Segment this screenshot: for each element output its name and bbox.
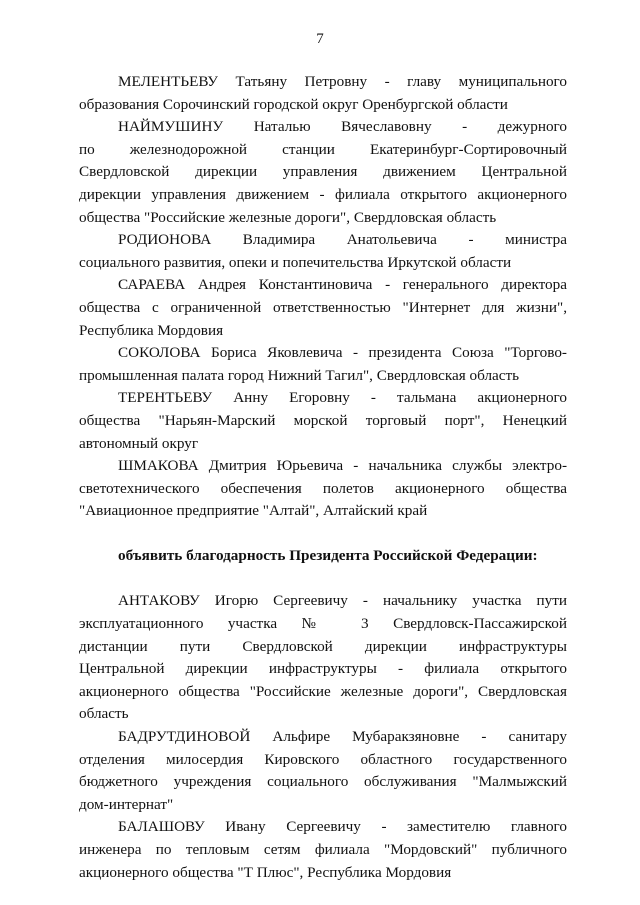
entry-line: МЕЛЕНТЬЕВУ Татьяну Петровну - главу муниципального [118,73,567,90]
document-body [79,71,567,884]
entry-line: отделения милосердия Кировского областного государственного [79,750,567,768]
entry-line: БАЛАШОВУ Ивану Сергеевичу - заместителю главного [118,818,567,836]
entry-line: АНТАКОВУ Игорю Сергеевичу - начальнику участка пути [118,592,567,610]
entry-line: Республика Мордовия [79,321,224,339]
entry-paragraph [79,726,567,816]
entry-line: эксплуатационного участка № 3 Свердловск-Пассажирской [79,615,567,633]
entry-line: общества с ограниченной ответственностью "Интернет для жизни", [79,298,567,316]
entry-line: промышленная палата город Нижний Тагил", Свердловская область [79,366,520,384]
entry-paragraph [79,274,567,342]
entry-line: НАЙМУШИНУ Наталью Вячеславовну - дежурного [118,118,567,136]
entry-line: ТЕРЕНТЬЕВУ Анну Егоровну - тальмана акционерного [118,389,567,407]
entry-line: дом-интернат" [79,795,174,813]
entry-line: инженера по тепловым сетям филиала "Мордовский" публичного [79,841,567,858]
award-list-section [79,71,567,523]
entry-line: СОКОЛОВА Бориса Яковлевича - президента Союза "Торгово- [118,344,567,362]
entry-line: САРАЕВА Андрея Константиновича - генерального директора [118,276,567,294]
entry-paragraph [79,590,567,726]
entry-line: дирекции управления движением - филиала открытого акционерного [79,185,567,203]
entry-line: социального развития, опеки и попечительства Иркутской области [79,253,512,271]
entry-line: акционерного общества "Российские железные дороги", Свердловская [79,682,567,700]
entry-paragraph [79,455,567,523]
entry-line: Свердловской дирекции управления движением Центральной [79,163,567,181]
page-number: 7 [316,31,324,47]
entry-line: общества "Нарьян-Марский морской торговый порт", Ненецкий [79,411,567,429]
entry-line: образования Сорочинский городской округ Оренбургской области [79,95,508,113]
entry-line: общества "Российские железные дороги", Свердловская область [79,208,497,226]
entry-line: ШМАКОВА Дмитрия Юрьевича - начальника службы электро- [118,457,567,475]
entry-paragraph [79,816,567,884]
entry-line: дистанции пути Свердловской дирекции инфраструктуры [79,637,567,655]
section-heading: объявить благодарность Президента Российской Федерации: [118,546,538,564]
entry-paragraph [79,229,567,274]
entry-paragraph [79,116,567,229]
entry-line: "Авиационное предприятие "Алтай", Алтайский край [79,502,428,520]
entry-line: бюджетного учреждения социального обслуживания "Малмыжский [79,773,567,791]
entry-line: область [79,705,129,723]
entry-paragraph [79,342,567,387]
entry-line: акционерного общества "Т Плюс", Республика Мордовия [79,863,452,881]
entry-line: БАДРУТДИНОВОЙ Альфире Мубаракзяновне - санитару [118,728,567,746]
entry-paragraph [79,71,567,116]
entry-line: Центральной дирекции инфраструктуры - филиала открытого [79,660,567,678]
entry-line: светотехнического обеспечения полетов акционерного общества [79,479,567,497]
gratitude-list-section [79,590,567,884]
entry-line: по железнодорожной станции Екатеринбург-Сортировочный [79,140,567,158]
entry-paragraph [79,387,567,455]
entry-line: РОДИОНОВА Владимира Анатольевича - министра [118,231,567,249]
entry-line: автономный округ [79,434,199,452]
